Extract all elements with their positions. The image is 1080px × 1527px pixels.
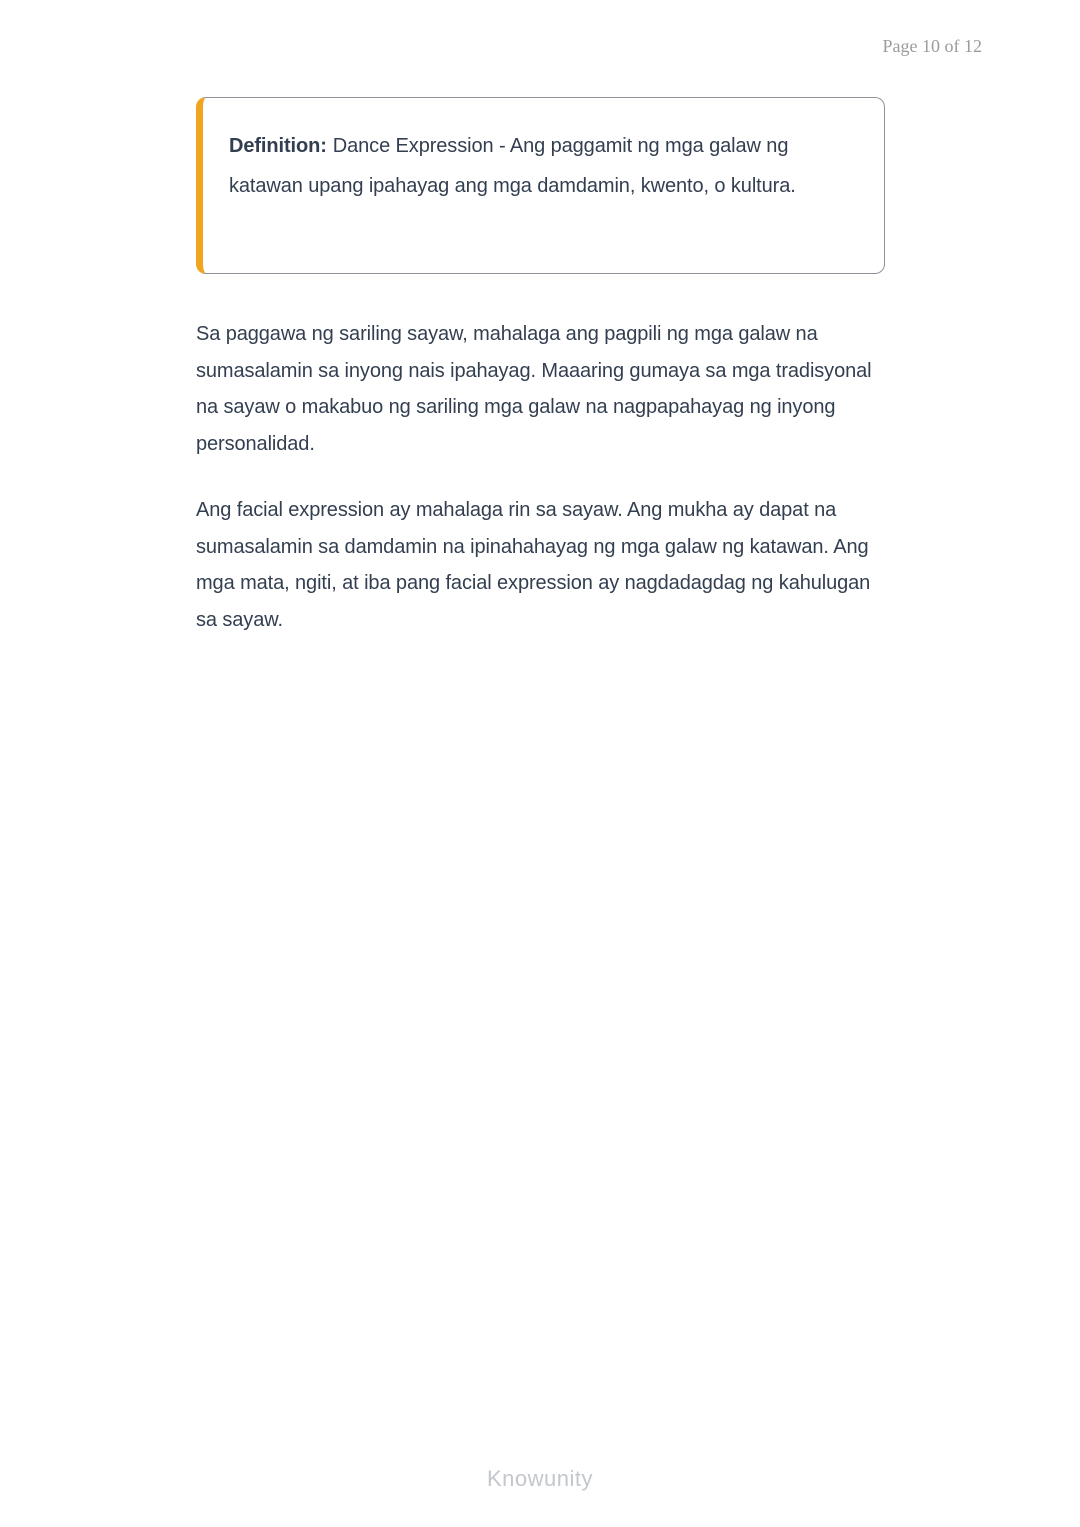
definition-callout-box (196, 97, 885, 274)
paragraph-dance-creation: Sa paggawa ng sariling sayaw, mahalaga ang pagpili ng mga galaw na sumasalamin sa inyong nais ipahayag. Maaaring gumaya sa mga tradisyonal na sayaw o makabuo ng sariling mga galaw na nagpapahayag ng inyong personalidad. (196, 323, 872, 455)
definition-text (229, 126, 850, 206)
knowunity-watermark: Knowunity (486, 1466, 593, 1491)
paragraph-facial-expression: Ang facial expression ay mahalaga rin sa sayaw. Ang mukha ay dapat na sumasalamin sa damdamin na ipinahahayag ng mga galaw ng katawan. Ang mga mata, ngiti, at iba pang facial expression ay nagdadagdag ng kahulugan sa sayaw. (196, 499, 871, 631)
definition-label: Definition: (229, 135, 327, 157)
page-number-indicator: Page 10 of 12 (882, 36, 982, 56)
definition-body: Dance Expression - Ang paggamit ng mga galaw ng katawan upang ipahayag ang mga damdamin, kwento, o kultura. (229, 135, 796, 197)
